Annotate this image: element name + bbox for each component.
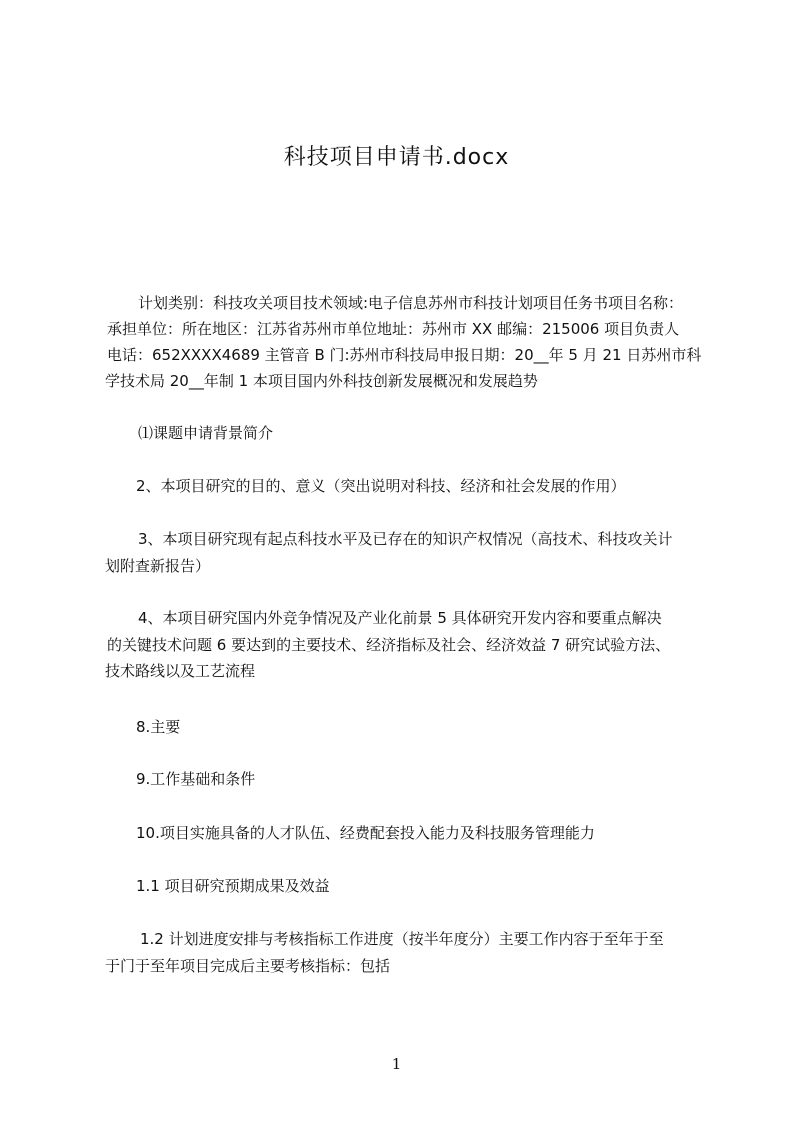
paragraph-1-line-4: 学技术局 20__年制 1 本项目国内外科技创新发展概况和发展趋势 <box>105 372 538 390</box>
paragraph-5-line-1: 4、本项目研究国内外竞争情况及产业化前景 5 具体研究开发内容和要重点解决 <box>138 609 662 627</box>
paragraph-7: 9.工作基础和条件 <box>136 770 256 788</box>
paragraph-1-line-3: 电话：652XXXX4689 主管音 B 门:苏州市科技局申报日期：20__年 5 月 21 日苏州市科 <box>107 346 702 364</box>
paragraph-8: 10.项目实施具备的人才队伍、经费配套投入能力及科技服务管理能力 <box>136 824 595 842</box>
paragraph-2: ⑴课题申请背景简介 <box>138 424 274 442</box>
paragraph-3: 2、本项目研究的目的、意义（突出说明对科技、经济和社会发展的作用） <box>136 477 626 495</box>
page-number: 1 <box>391 1055 402 1073</box>
paragraph-6: 8.主要 <box>136 718 181 736</box>
document-title: 科技项目申请书.docx <box>283 145 510 170</box>
paragraph-10-line-1: 1.2 计划进度安排与考核指标工作进度（按半年度分）主要工作内容于至年于至 <box>140 930 664 948</box>
paragraph-5-line-3: 技术路线以及工艺流程 <box>105 662 256 680</box>
paragraph-9: 1.1 项目研究预期成果及效益 <box>136 877 330 895</box>
paragraph-5-line-2: 的关键技术问题 6 要达到的主要技术、经济指标及社会、经济效益 7 研究试验方法、 <box>107 636 671 654</box>
paragraph-4-line-2: 划附查新报告） <box>105 557 211 575</box>
paragraph-4-line-1: 3、本项目研究现有起点科技水平及已存在的知识产权情况（高技术、科技攻关计 <box>138 530 673 548</box>
paragraph-1-line-1: 计划类别：科技攻关项目技术领域:电子信息苏州市科技计划项目任务书项目名称： <box>138 294 684 312</box>
paragraph-10-line-2: 于门于至年项目完成后主要考核指标：包括 <box>105 957 391 975</box>
paragraph-1-line-2: 承担单位：所在地区：江苏省苏州市单位地址：苏州市 XX 邮编：215006 项目负责人 <box>107 320 680 338</box>
